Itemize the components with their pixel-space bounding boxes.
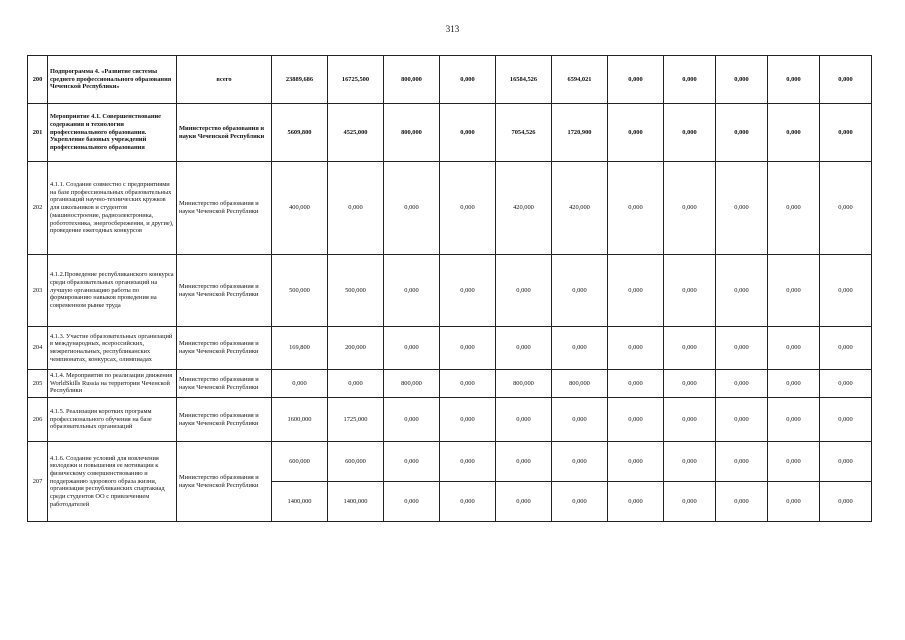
row-executor: Министерство образования и науки Чеченской Республики xyxy=(177,327,272,370)
table-row xyxy=(28,398,872,442)
value-cell: 0,000 xyxy=(440,327,496,370)
row-number: 205 xyxy=(28,370,48,398)
value-cell: 800,000 xyxy=(552,370,608,398)
row-name: Подпрограмма 4. «Развитие системы среднего профессионального образования Чеченской Республики» xyxy=(48,56,177,104)
row-executor: Министерство образования и науки Чеченской Республики xyxy=(177,104,272,162)
value-cell: 500,000 xyxy=(328,255,384,327)
value-cell: 0,000 xyxy=(384,162,440,255)
table-row xyxy=(28,56,872,104)
value-cell: 7054,526 xyxy=(496,104,552,162)
value-cell: 0,000 xyxy=(768,162,820,255)
value-cell: 0,000 xyxy=(716,398,768,442)
row-number: 203 xyxy=(28,255,48,327)
value-cell: 420,000 xyxy=(552,162,608,255)
value-cell: 0,000 xyxy=(440,162,496,255)
value-cell: 0,000 xyxy=(440,442,496,482)
value-cell: 0,000 xyxy=(496,482,552,522)
value-cell: 0,000 xyxy=(768,56,820,104)
value-cell: 4525,000 xyxy=(328,104,384,162)
row-number: 202 xyxy=(28,162,48,255)
value-cell: 0,000 xyxy=(328,162,384,255)
value-cell: 600,000 xyxy=(272,442,328,482)
value-cell: 0,000 xyxy=(608,56,664,104)
value-cell: 0,000 xyxy=(716,255,768,327)
value-cell: 0,000 xyxy=(384,398,440,442)
value-cell: 0,000 xyxy=(440,398,496,442)
value-cell: 0,000 xyxy=(716,162,768,255)
value-cell: 0,000 xyxy=(768,398,820,442)
value-cell: 0,000 xyxy=(716,442,768,482)
value-cell: 0,000 xyxy=(716,104,768,162)
value-cell: 0,000 xyxy=(664,56,716,104)
value-cell: 0,000 xyxy=(608,398,664,442)
value-cell: 0,000 xyxy=(768,327,820,370)
value-cell: 0,000 xyxy=(768,104,820,162)
value-cell: 0,000 xyxy=(440,104,496,162)
row-name: 4.1.6. Создание условий для вовлечения молодежи и повышения ее мотивации к физическому совершенствованию и поддержанию здорового образа жизни, организация республиканских спартакиад среди студентов ОО с привлечением работодателей xyxy=(48,442,177,522)
row-name: Мероприятие 4.1. Совершенствование содержания и технологии профессионального образования. Укрепление базовых учреждений профессионального образования xyxy=(48,104,177,162)
value-cell: 0,000 xyxy=(820,442,872,482)
value-cell: 0,000 xyxy=(328,370,384,398)
value-cell: 1400,000 xyxy=(272,482,328,522)
row-executor: Министерство образования и науки Чеченской Республики xyxy=(177,162,272,255)
value-cell: 0,000 xyxy=(664,104,716,162)
value-cell: 0,000 xyxy=(608,442,664,482)
row-name: 4.1.2.Проведение республиканского конкурса среди образовательных организаций на лучшую организацию работы по формированию навыков проведения на современном рынке труда xyxy=(48,255,177,327)
row-executor: Министерство образования и науки Чеченской Республики xyxy=(177,398,272,442)
value-cell: 0,000 xyxy=(664,398,716,442)
value-cell: 6594,021 xyxy=(552,56,608,104)
value-cell: 200,000 xyxy=(328,327,384,370)
value-cell: 23889,686 xyxy=(272,56,328,104)
row-name: 4.1.1. Создание совместно с предприятиями на базе профессиональных образовательных организаций научно-технических кружков для школьников и студентов (машиностроение, радиоэлектроника, робототехника, энергосбережения, и другие), проведение ежегодных конкурсов xyxy=(48,162,177,255)
value-cell: 0,000 xyxy=(664,442,716,482)
value-cell: 0,000 xyxy=(272,370,328,398)
value-cell: 0,000 xyxy=(664,370,716,398)
row-executor: всего xyxy=(177,56,272,104)
row-executor: Министерство образования и науки Чеченской Республики xyxy=(177,370,272,398)
value-cell: 0,000 xyxy=(552,327,608,370)
value-cell: 0,000 xyxy=(664,162,716,255)
value-cell: 0,000 xyxy=(384,482,440,522)
value-cell: 1725,000 xyxy=(328,398,384,442)
table-row xyxy=(28,162,872,255)
value-cell: 169,800 xyxy=(272,327,328,370)
row-number: 201 xyxy=(28,104,48,162)
value-cell: 0,000 xyxy=(716,56,768,104)
value-cell: 0,000 xyxy=(496,327,552,370)
table-row xyxy=(28,104,872,162)
table-row xyxy=(28,327,872,370)
value-cell: 1600,000 xyxy=(272,398,328,442)
value-cell: 0,000 xyxy=(440,482,496,522)
table-row xyxy=(28,370,872,398)
table-row xyxy=(28,255,872,327)
value-cell: 420,000 xyxy=(496,162,552,255)
value-cell: 0,000 xyxy=(820,398,872,442)
row-name: 4.1.4. Мероприятия по реализации движения WorldSkills Russia на территории Чеченской Республики xyxy=(48,370,177,398)
value-cell: 0,000 xyxy=(664,327,716,370)
value-cell: 0,000 xyxy=(440,370,496,398)
value-cell: 1400,000 xyxy=(328,482,384,522)
value-cell: 0,000 xyxy=(440,56,496,104)
value-cell: 400,000 xyxy=(272,162,328,255)
value-cell: 0,000 xyxy=(820,162,872,255)
value-cell: 0,000 xyxy=(768,482,820,522)
value-cell: 0,000 xyxy=(820,104,872,162)
row-name: 4.1.3. Участие образовательных организаций в международных, всероссийских, межрегиональных, республиканских чемпионатах, конкурсах, олимпиадах xyxy=(48,327,177,370)
value-cell: 0,000 xyxy=(716,482,768,522)
row-executor: Министерство образования и науки Чеченской Республики xyxy=(177,255,272,327)
value-cell: 0,000 xyxy=(768,442,820,482)
value-cell: 0,000 xyxy=(820,370,872,398)
value-cell: 0,000 xyxy=(552,442,608,482)
value-cell: 0,000 xyxy=(552,255,608,327)
value-cell: 0,000 xyxy=(384,442,440,482)
row-name: 4.1.5. Реализация коротких программ профессионального обучения на базе образовательных организаций xyxy=(48,398,177,442)
value-cell: 0,000 xyxy=(496,398,552,442)
value-cell: 0,000 xyxy=(608,482,664,522)
value-cell: 5609,800 xyxy=(272,104,328,162)
row-executor: Министерство образования и науки Чеченской Республики xyxy=(177,442,272,522)
value-cell: 0,000 xyxy=(716,327,768,370)
value-cell: 0,000 xyxy=(768,370,820,398)
value-cell: 800,000 xyxy=(384,104,440,162)
page-number: 313 xyxy=(445,24,460,34)
value-cell: 16725,500 xyxy=(328,56,384,104)
value-cell: 0,000 xyxy=(664,255,716,327)
table-body xyxy=(28,56,872,522)
value-cell: 0,000 xyxy=(440,255,496,327)
value-cell: 0,000 xyxy=(552,398,608,442)
value-cell: 0,000 xyxy=(664,482,716,522)
budget-table xyxy=(27,55,872,522)
value-cell: 800,000 xyxy=(496,370,552,398)
value-cell: 0,000 xyxy=(820,255,872,327)
value-cell: 0,000 xyxy=(768,255,820,327)
value-cell: 0,000 xyxy=(384,327,440,370)
value-cell: 1720,900 xyxy=(552,104,608,162)
value-cell: 0,000 xyxy=(608,370,664,398)
value-cell: 800,000 xyxy=(384,56,440,104)
value-cell: 0,000 xyxy=(608,162,664,255)
value-cell: 16584,526 xyxy=(496,56,552,104)
value-cell: 0,000 xyxy=(820,56,872,104)
row-number: 204 xyxy=(28,327,48,370)
value-cell: 0,000 xyxy=(820,327,872,370)
value-cell: 600,000 xyxy=(328,442,384,482)
row-number: 200 xyxy=(28,56,48,104)
value-cell: 800,000 xyxy=(384,370,440,398)
value-cell: 0,000 xyxy=(552,482,608,522)
value-cell: 0,000 xyxy=(716,370,768,398)
row-number: 206 xyxy=(28,398,48,442)
table-row xyxy=(28,442,872,482)
value-cell: 500,000 xyxy=(272,255,328,327)
value-cell: 0,000 xyxy=(608,327,664,370)
value-cell: 0,000 xyxy=(384,255,440,327)
value-cell: 0,000 xyxy=(820,482,872,522)
value-cell: 0,000 xyxy=(496,442,552,482)
value-cell: 0,000 xyxy=(496,255,552,327)
value-cell: 0,000 xyxy=(608,104,664,162)
row-number: 207 xyxy=(28,442,48,522)
value-cell: 0,000 xyxy=(608,255,664,327)
